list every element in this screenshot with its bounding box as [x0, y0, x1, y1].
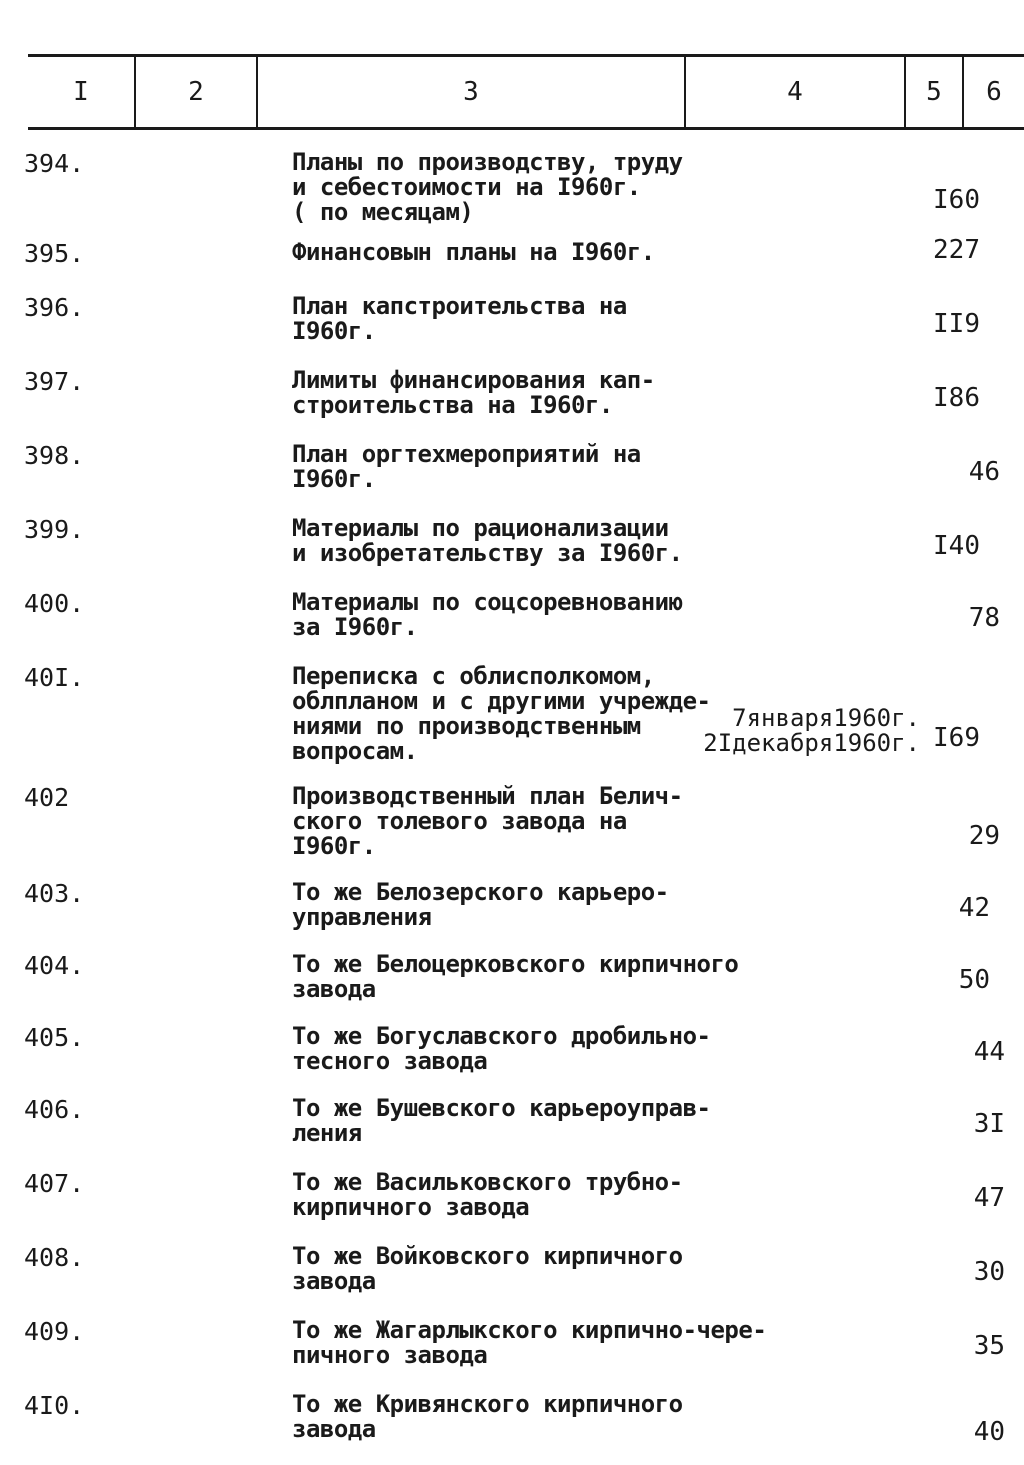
- entry-title: То же Белозерского карьеро- управления: [292, 878, 669, 931]
- entry-title: Материалы по рационализации и изобретательству за I960г.: [292, 514, 683, 567]
- entry-title: То же Кривянского кирпичного завода: [292, 1390, 683, 1443]
- entry-number: 399.: [24, 515, 85, 544]
- column-header-1: I: [73, 77, 89, 107]
- entry-sheet-count: I69: [933, 723, 980, 753]
- entry-title: Материалы по соцсоревнованию за I960г.: [292, 588, 683, 641]
- entry-title: Производственный план Белич- ского толевого завода на I960г.: [292, 782, 683, 860]
- entry-number: 394.: [24, 149, 85, 178]
- entry-title: То же Богуславского дробильно- тесного завода: [292, 1022, 711, 1075]
- entry-title: То же Васильковского трубно- кирпичного завода: [292, 1168, 683, 1221]
- entry-sheet-count: 46: [968, 457, 1000, 487]
- entry-number: 40I.: [24, 663, 85, 692]
- entry-title: Финансовын планы на I960г.: [292, 238, 655, 266]
- column-header-6: 6: [986, 77, 1002, 107]
- entry-title: Переписка с облисполкомом, облпланом и с другими учрежде- ниями по производственным вопросам.: [292, 662, 711, 765]
- entry-sheet-count: 42: [958, 893, 990, 923]
- entry-sheet-count: 3I: [973, 1109, 1005, 1139]
- entry-number: 397.: [24, 367, 85, 396]
- entry-title: То же Жагарлыкского кирпично-чере- пичного завода: [292, 1316, 767, 1369]
- entry-number: 407.: [24, 1169, 85, 1198]
- entry-number: 395.: [24, 239, 85, 268]
- entry-sheet-count: I40: [933, 531, 980, 561]
- column-header-5: 5: [926, 77, 942, 107]
- column-header-2: 2: [188, 77, 204, 107]
- entry-title: То же Белоцерковского кирпичного завода: [292, 950, 739, 1003]
- entry-number: 406.: [24, 1095, 85, 1124]
- entry-number: 400.: [24, 589, 85, 618]
- entry-number: 408.: [24, 1243, 85, 1272]
- entry-sheet-count: 44: [973, 1037, 1005, 1067]
- entry-title: План оргтехмероприятий на I960г.: [292, 440, 641, 493]
- entry-title: То же Бушевского карьероуправ- ления: [292, 1094, 711, 1147]
- entry-sheet-count: II9: [933, 309, 980, 339]
- entry-sheet-count: 29: [968, 821, 1000, 851]
- entry-sheet-count: 35: [973, 1331, 1005, 1361]
- entry-sheet-count: 50: [958, 965, 990, 995]
- entry-sheet-count: I60: [933, 185, 980, 215]
- entry-title: Планы по производству, труду и себестоимости на I960г. ( по месяцам): [292, 148, 683, 226]
- column-header-3: 3: [463, 77, 479, 107]
- entry-title: То же Войковского кирпичного завода: [292, 1242, 683, 1295]
- entry-number: 403.: [24, 879, 85, 908]
- entry-sheet-count: 40: [973, 1417, 1005, 1447]
- entry-number: 405.: [24, 1023, 85, 1052]
- entry-title: Лимиты финансирования кап- строительства на I960г.: [292, 366, 655, 419]
- entry-number: 409.: [24, 1317, 85, 1346]
- column-header-4: 4: [787, 77, 803, 107]
- entry-sheet-count: 47: [973, 1183, 1005, 1213]
- entry-number: 404.: [24, 951, 85, 980]
- entry-number: 402: [24, 783, 70, 812]
- entry-number: 396.: [24, 293, 85, 322]
- entry-number: 398.: [24, 441, 85, 470]
- entry-sheet-count: I86: [933, 383, 980, 413]
- entry-number: 4I0.: [24, 1391, 85, 1420]
- entry-title: План капстроительства на I960г.: [292, 292, 627, 345]
- entry-dates: 7января1960г. 2Iдекабря1960г.: [703, 704, 920, 757]
- column-header-table: [28, 54, 1024, 130]
- entry-sheet-count: 30: [973, 1257, 1005, 1287]
- entry-sheet-count: 227: [933, 235, 980, 265]
- entry-sheet-count: 78: [968, 603, 1000, 633]
